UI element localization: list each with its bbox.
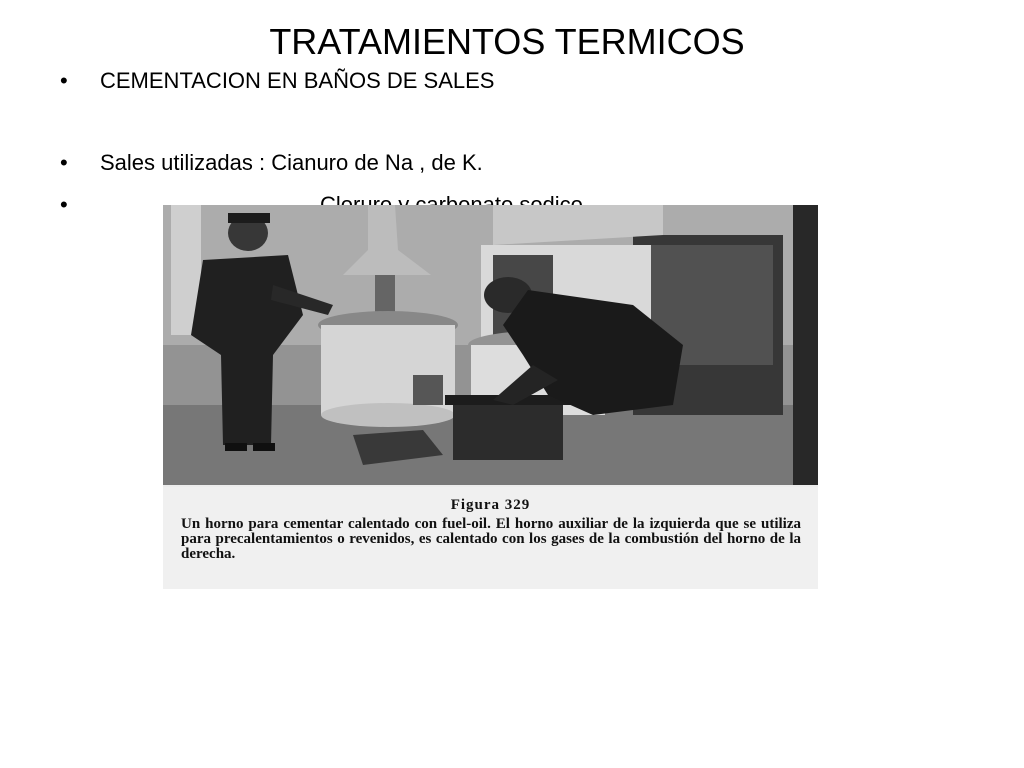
bullet-marker: • [60,150,68,175]
bullet-marker: • [60,68,68,93]
bullet-text: CEMENTACION EN BAÑOS DE SALES [100,68,495,93]
bullet-marker: • [60,192,68,217]
figure-label: Figura 329 [450,497,531,513]
figure-caption-area [163,487,818,589]
figure-caption: Un horno para cementar calentado con fuel-oil. El horno auxiliar de la izquierda que se utiliza para precalentamientos o revenidos, es calentado con los gases de la combustión del horno de la derecha. [181,516,801,562]
slide-title: TRATAMIENTOS TERMICOS [269,21,745,62]
figure-image [163,205,818,589]
furnace-photo [163,205,818,485]
bullet-text: Sales utilizadas : Cianuro de Na , de K. [100,150,483,175]
